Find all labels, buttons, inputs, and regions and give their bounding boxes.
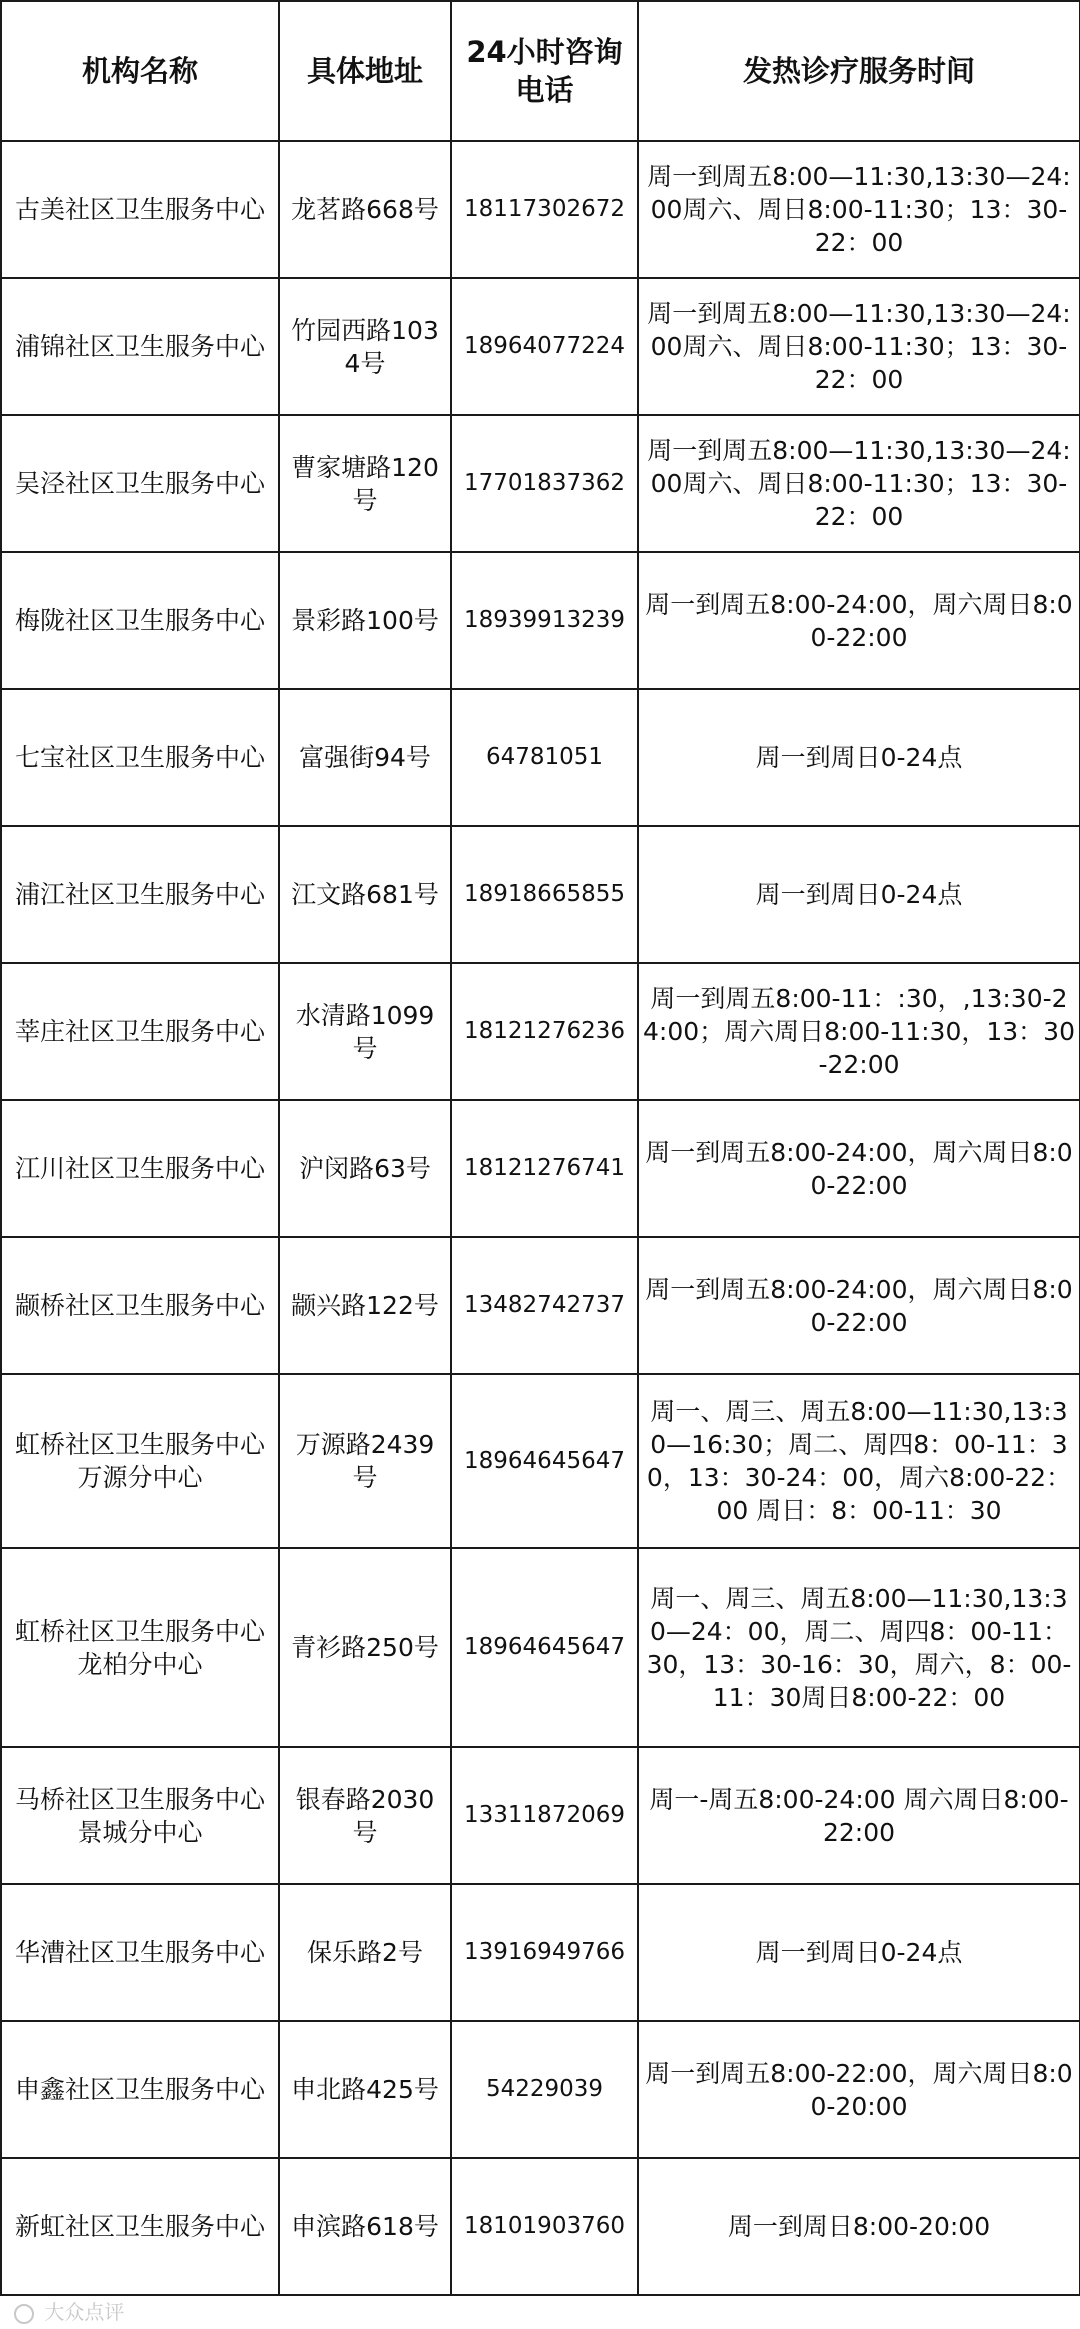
watermark-text: 大众点评 (44, 2300, 125, 2324)
cell-hours: 周一到周日0-24点 (638, 689, 1080, 826)
table-row (1, 1884, 1080, 2021)
table-row (1, 689, 1080, 826)
watermark (14, 2296, 124, 2325)
cell-name: 申鑫社区卫生服务中心 (1, 2021, 279, 2158)
cell-name: 华漕社区卫生服务中心 (1, 1884, 279, 2021)
header-hours: 发热诊疗服务时间 (638, 1, 1080, 141)
cell-name: 虹桥社区卫生服务中心万源分中心 (1, 1374, 279, 1548)
table-row (1, 1237, 1080, 1374)
table-row (1, 141, 1080, 278)
cell-phone: 18121276741 (451, 1100, 638, 1237)
cell-hours: 周一到周日0-24点 (638, 1884, 1080, 2021)
table-row (1, 278, 1080, 415)
cell-name: 梅陇社区卫生服务中心 (1, 552, 279, 689)
cell-phone: 18939913239 (451, 552, 638, 689)
cell-phone: 54229039 (451, 2021, 638, 2158)
cell-address: 万源路2439号 (279, 1374, 451, 1548)
table-row (1, 1374, 1080, 1548)
cell-name: 虹桥社区卫生服务中心龙柏分中心 (1, 1548, 279, 1747)
cell-address: 富强街94号 (279, 689, 451, 826)
cell-address: 竹园西路1034号 (279, 278, 451, 415)
cell-hours: 周一-周五8:00-24:00 周六周日8:00-22:00 (638, 1747, 1080, 1884)
cell-hours: 周一到周五8:00-22:00，周六周日8:00-20:00 (638, 2021, 1080, 2158)
cell-phone: 64781051 (451, 689, 638, 826)
table-row (1, 1747, 1080, 1884)
cell-phone: 17701837362 (451, 415, 638, 552)
table-row (1, 1548, 1080, 1747)
cell-hours: 周一到周五8:00—11:30,13:30—24:00周六、周日8:00-11:30；13：30-22：00 (638, 141, 1080, 278)
cell-hours: 周一到周日8:00-20:00 (638, 2158, 1080, 2295)
cell-phone: 18918665855 (451, 826, 638, 963)
cell-address: 申北路425号 (279, 2021, 451, 2158)
cell-name: 古美社区卫生服务中心 (1, 141, 279, 278)
cell-address: 银春路2030号 (279, 1747, 451, 1884)
cell-phone: 18964645647 (451, 1374, 638, 1548)
cell-address: 青衫路250号 (279, 1548, 451, 1747)
cell-name: 新虹社区卫生服务中心 (1, 2158, 279, 2295)
cell-address: 龙茗路668号 (279, 141, 451, 278)
header-row (1, 1, 1080, 141)
cell-phone: 18101903760 (451, 2158, 638, 2295)
cell-address: 颛兴路122号 (279, 1237, 451, 1374)
table-row (1, 826, 1080, 963)
cell-hours: 周一到周五8:00-24:00，周六周日8:00-22:00 (638, 1100, 1080, 1237)
cell-address: 保乐路2号 (279, 1884, 451, 2021)
cell-address: 江文路681号 (279, 826, 451, 963)
table-row (1, 1100, 1080, 1237)
cell-name: 颛桥社区卫生服务中心 (1, 1237, 279, 1374)
cell-name: 浦江社区卫生服务中心 (1, 826, 279, 963)
cell-hours: 周一到周五8:00—11:30,13:30—24:00周六、周日8:00-11:30；13：30-22：00 (638, 415, 1080, 552)
cell-phone: 18117302672 (451, 141, 638, 278)
header-phone: 24小时咨询电话 (451, 1, 638, 141)
circle-logo-icon (14, 2304, 34, 2324)
cell-phone: 18964645647 (451, 1548, 638, 1747)
cell-phone: 13482742737 (451, 1237, 638, 1374)
table-row (1, 2158, 1080, 2295)
cell-address: 沪闵路63号 (279, 1100, 451, 1237)
cell-address: 景彩路100号 (279, 552, 451, 689)
cell-hours: 周一到周五8:00—11:30,13:30—24:00周六、周日8:00-11:30；13：30-22：00 (638, 278, 1080, 415)
header-name: 机构名称 (1, 1, 279, 141)
cell-address: 曹家塘路120号 (279, 415, 451, 552)
cell-name: 马桥社区卫生服务中心景城分中心 (1, 1747, 279, 1884)
cell-hours: 周一、周三、周五8:00—11:30,13:30—16:30；周二、周四8：00-11：30，13：30-24：00，周六8:00-22：00 周日：8：00-11：30 (638, 1374, 1080, 1548)
cell-phone: 18964077224 (451, 278, 638, 415)
cell-hours: 周一到周五8:00-24:00，周六周日8:00-22:00 (638, 1237, 1080, 1374)
cell-phone: 13311872069 (451, 1747, 638, 1884)
cell-phone: 18121276236 (451, 963, 638, 1100)
cell-hours: 周一到周五8:00-11：:30，,13:30-24:00；周六周日8:00-11:30，13：30-22:00 (638, 963, 1080, 1100)
cell-address: 水清路1099号 (279, 963, 451, 1100)
cell-name: 浦锦社区卫生服务中心 (1, 278, 279, 415)
cell-address: 申滨路618号 (279, 2158, 451, 2295)
table-row (1, 963, 1080, 1100)
cell-hours: 周一、周三、周五8:00—11:30,13:30—24：00，周二、周四8：00-11：30，13：30-16：30，周六，8：00-11：30周日8:00-22：00 (638, 1548, 1080, 1747)
cell-name: 七宝社区卫生服务中心 (1, 689, 279, 826)
cell-phone: 13916949766 (451, 1884, 638, 2021)
table-row (1, 415, 1080, 552)
header-address: 具体地址 (279, 1, 451, 141)
cell-hours: 周一到周日0-24点 (638, 826, 1080, 963)
table-row (1, 2021, 1080, 2158)
table-row (1, 552, 1080, 689)
cell-name: 吴泾社区卫生服务中心 (1, 415, 279, 552)
cell-name: 莘庄社区卫生服务中心 (1, 963, 279, 1100)
cell-hours: 周一到周五8:00-24:00，周六周日8:00-22:00 (638, 552, 1080, 689)
cell-name: 江川社区卫生服务中心 (1, 1100, 279, 1237)
